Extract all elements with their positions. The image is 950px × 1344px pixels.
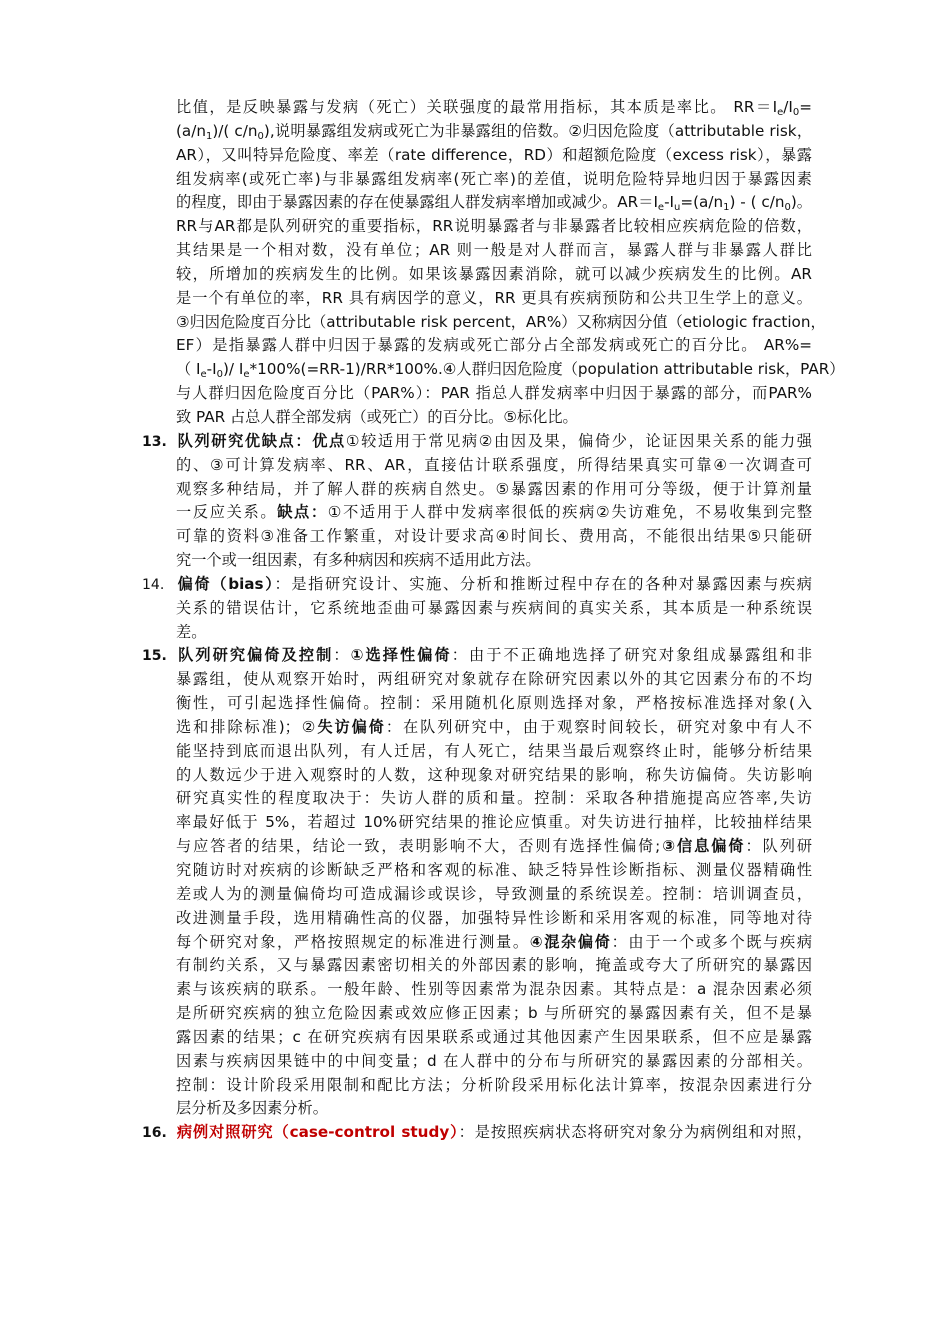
text-segment: -I bbox=[664, 193, 675, 212]
subscript: 1 bbox=[723, 202, 730, 214]
text-line: EF）是指暴露人群中归因于暴露的发病或死亡部分占全部发病或死亡的百分比。 AR%= bbox=[176, 336, 812, 355]
text-segment: 暴露组，使从观察开始时，两组研究对象就存在除研究因素以外的其它因素分布的不均 bbox=[176, 670, 812, 689]
text-segment: 率最好低于 5%，若超过 10%研究结果的推论应慎重。对失访进行抽样，比较抽样结果 bbox=[176, 813, 812, 832]
text-line bbox=[142, 740, 812, 764]
text-segment: 能坚持到底而退出队列，有人迁居，有人死亡，结果当最后观察终止时，能够分析结果 bbox=[176, 741, 812, 760]
text-segment: 衡性，可引起选择性偏倚。控制：采用随机化原则选择对象，严格按标准选择对象(入 bbox=[176, 694, 812, 713]
text-segment: 有制约关系，又与暴露因素密切相关的外部因素的影响，掩盖或夸大了所研究的暴露因 bbox=[176, 956, 812, 975]
text-line bbox=[142, 668, 812, 692]
text-segment: ①不适用于人群中发病率很低的疾病②失访难免，不易收集到完整 bbox=[327, 503, 813, 522]
numbered-item bbox=[142, 430, 812, 573]
text-line bbox=[142, 859, 812, 883]
text-line: 其结果是一个相对数，没有单位；AR 则一般是对人群而言，暴露人群与非暴露人群比 bbox=[176, 241, 812, 260]
text-segment: 选和排除标准)；② bbox=[176, 717, 318, 736]
numbered-item bbox=[142, 644, 812, 1121]
text-line bbox=[142, 478, 812, 502]
text-segment: 差或人为的测量偏倚均可造成漏诊或误诊，导致测量的系统误差。控制：培训调查员， bbox=[176, 884, 812, 903]
text-segment: = bbox=[799, 98, 812, 116]
emphasis-text: ④混杂偏倚 bbox=[529, 932, 612, 951]
text-line bbox=[142, 573, 812, 597]
text-segment: ：在队列研究中，由于观察时间较长，研究对象中有人不 bbox=[385, 717, 813, 736]
page-content bbox=[142, 96, 845, 1145]
text-line bbox=[142, 764, 812, 788]
text-segment: 控制：设计阶段采用限制和配比方法；分析阶段采用标化法计算率，按混杂因素进行分 bbox=[176, 1075, 812, 1094]
text-line bbox=[142, 1026, 812, 1050]
text-line: AR），又叫特异危险度、率差（rate difference，RD）和超额危险度（excess risk），暴露 bbox=[176, 145, 812, 164]
item-number: 13. bbox=[142, 433, 167, 450]
text-segment: =(a/n bbox=[680, 193, 724, 212]
text-line bbox=[142, 525, 812, 549]
item-number: 14. bbox=[142, 576, 165, 593]
text-line: 致 PAR 占总人群全部发病（或死亡）的百分比。⑤标化比。 bbox=[176, 407, 578, 426]
text-segment: -I bbox=[206, 360, 217, 379]
text-line bbox=[142, 835, 812, 859]
text-line bbox=[142, 692, 812, 716]
item-number: 15. bbox=[142, 648, 167, 665]
emphasis-text: ①选择性偏倚 bbox=[350, 646, 452, 665]
numbered-item bbox=[142, 1121, 812, 1145]
text-line: 较，所增加的疾病发生的比例。如果该暴露因素消除，就可以减少疾病发生的比例。AR bbox=[176, 264, 812, 283]
text-segment: ：由于不正确地选择了研究对象组成暴露组和非 bbox=[451, 646, 813, 665]
text-segment: 究一个或一组因素，有多种病因和疾病不适用此方法。 bbox=[176, 551, 541, 570]
subscript: 0 bbox=[216, 369, 223, 381]
text-segment: 研究真实性的程度取决于：失访人群的质和量。控制：采取各种措施提高应答率,失访 bbox=[176, 789, 812, 808]
subscript: e bbox=[200, 369, 207, 381]
text-segment: 比值，是反映暴露与发病（死亡）关联强度的最常用指标，其本质是率比。 RR＝I bbox=[176, 98, 778, 116]
emphasis-text: 队列研究偏倚及控制 bbox=[176, 646, 334, 665]
text-segment: 改进测量手段，选用精确性高的仪器，加强特异性诊断和采用客观的标准，同等地对待 bbox=[176, 908, 812, 927]
emphasis-text: ③信息偏倚 bbox=[660, 837, 746, 856]
text-segment: 究随访时对疾病的诊断缺乏严格和客观的标准、缺乏特异性诊断指标、测量仪器精确性 bbox=[176, 861, 812, 879]
emphasis-text: 偏倚（bias） bbox=[176, 574, 275, 593]
text-line bbox=[142, 549, 812, 573]
text-segment: 素与该疾病的联系。一般年龄、性别等因素常为混杂因素。其特点是：a 混杂因素必须 bbox=[176, 980, 812, 999]
text-segment: ：队列研 bbox=[745, 837, 813, 856]
item-number: 16. bbox=[142, 1125, 167, 1142]
text-segment: 露因素的结果；c 在研究疾病有因果联系或通过其他因素产生因果联系，但不应是暴露 bbox=[176, 1027, 812, 1046]
text-line: ③归因危险度百分比（attributable risk percent，AR%）又称病因分值（etiologic fraction， bbox=[176, 312, 826, 331]
subscript: e bbox=[243, 369, 250, 381]
text-line bbox=[142, 358, 845, 382]
text-segment: （ I bbox=[176, 360, 201, 379]
subscript: e bbox=[657, 202, 665, 214]
subscript: 0 bbox=[257, 130, 264, 142]
text-line bbox=[142, 1050, 812, 1074]
emphasis-text: 队列研究优缺点：优点 bbox=[176, 431, 346, 450]
text-line bbox=[142, 597, 812, 621]
text-segment: 可靠的资料③准备工作繁重，对设计要求高④时间长、费用高，不能很出结果⑤只能研 bbox=[176, 527, 812, 546]
text-line bbox=[142, 931, 812, 955]
text-segment: 一反应关系。 bbox=[176, 503, 278, 522]
text-line bbox=[142, 501, 812, 525]
emphasis-text: 病例对照研究（case-control study） bbox=[176, 1123, 459, 1142]
text-line bbox=[142, 883, 812, 907]
subscript: 0 bbox=[792, 107, 800, 118]
numbered-items bbox=[142, 430, 812, 1145]
text-line: 是一个有单位的率，RR 具有病因学的意义，RR 更具有疾病预防和公共卫生学上的意义。 bbox=[176, 288, 812, 307]
text-segment: )/ I bbox=[223, 360, 244, 379]
text-segment: ：是指研究设计、实施、分析和推断过程中存在的各种对暴露因素与疾病 bbox=[274, 574, 812, 593]
text-segment: 层分析及多因素分析。 bbox=[176, 1099, 328, 1118]
subscript: u bbox=[674, 202, 681, 214]
text-segment: 的人数远少于进入观察时的人数，这种现象对研究结果的影响，称失访偏倚。失访影响 bbox=[176, 765, 812, 784]
text-segment: ) - ( c/n bbox=[729, 193, 785, 212]
text-line: 组发病率(或死亡率)与非暴露组发病率(死亡率)的差值，说明危险特异地归因于暴露因素 bbox=[176, 169, 812, 188]
text-segment: ),说明暴露组发病或死亡为非暴露组的倍数。②归因危险度（attributable risk， bbox=[263, 121, 813, 140]
text-line bbox=[142, 907, 812, 931]
text-line bbox=[142, 120, 812, 144]
text-segment: 与应答者的结果，结论一致，表明影响不大，否则有选择性偏倚; bbox=[176, 837, 661, 856]
text-segment: 每个研究对象，严格按照规定的标准进行测量。 bbox=[176, 932, 530, 951]
text-line bbox=[142, 191, 812, 215]
text-segment: 的程度，即由于暴露因素的存在使暴露组人群发病率增加或减少。AR＝I bbox=[176, 193, 658, 212]
text-line bbox=[142, 644, 812, 668]
text-line bbox=[142, 1002, 812, 1026]
text-segment: ：由于一个或多个既与疾病 bbox=[611, 932, 813, 951]
text-segment: ： bbox=[333, 646, 351, 665]
text-segment: ①较适用于常见病②由因及果，偏倚少，论证因果关系的能力强 bbox=[345, 431, 812, 450]
text-segment: 观察多种结局，并了解人群的疾病自然史。⑤暴露因素的作用可分等级，便于计算剂量 bbox=[176, 479, 812, 498]
text-line bbox=[142, 1074, 812, 1098]
text-segment: *100%(=RR-1)/RR*100%.④人群归因危险度（population attributable risk，PAR） bbox=[249, 360, 845, 379]
text-segment: 关系的错误估计，它系统地歪曲可暴露因素与疾病间的真实关系，其本质是一种系统误 bbox=[176, 598, 812, 617]
text-segment: )/( c/n bbox=[212, 121, 258, 140]
text-line bbox=[142, 978, 812, 1002]
numbered-item bbox=[142, 573, 812, 645]
text-line bbox=[142, 96, 812, 120]
text-segment: 因素与疾病因果链中的中间变量；d 在人群中的分布与所研究的暴露因素的分部相关。 bbox=[176, 1051, 812, 1070]
text-line bbox=[142, 954, 812, 978]
subscript: 1 bbox=[205, 130, 213, 142]
text-line bbox=[142, 716, 812, 740]
text-segment: )。 bbox=[790, 193, 812, 212]
subscript: e bbox=[777, 107, 784, 118]
text-segment: (a/n bbox=[176, 121, 206, 140]
text-line bbox=[142, 1097, 812, 1121]
text-segment: ：是按照疾病状态将研究对象分为病例组和对照， bbox=[458, 1123, 813, 1142]
subscript: 0 bbox=[784, 202, 791, 214]
text-line bbox=[142, 454, 812, 478]
text-segment: 差。 bbox=[176, 622, 207, 641]
text-line bbox=[142, 1121, 812, 1145]
text-line bbox=[142, 430, 812, 454]
text-line: RR与AR都是队列研究的重要指标，RR说明暴露者与非暴露者比较相应疾病危险的倍数， bbox=[176, 217, 812, 236]
emphasis-text: 失访偏倚 bbox=[317, 717, 386, 736]
text-segment: 是所研究疾病的独立危险因素或效应修正因素；b 与所研究的暴露因素有关，但不是暴 bbox=[176, 1004, 812, 1023]
text-segment: 的、③可计算发病率、RR、AR，直接估计联系强度，所得结果真实可靠④一次调查可 bbox=[176, 455, 812, 474]
text-line bbox=[142, 621, 812, 645]
text-line: 与人群归因危险度百分比（PAR%）：PAR 指总人群发病率中归因于暴露的部分，而PAR% bbox=[176, 384, 812, 403]
text-segment: /I bbox=[783, 98, 793, 116]
text-line bbox=[142, 787, 812, 811]
emphasis-text: 缺点： bbox=[277, 503, 328, 522]
text-line bbox=[142, 811, 812, 835]
